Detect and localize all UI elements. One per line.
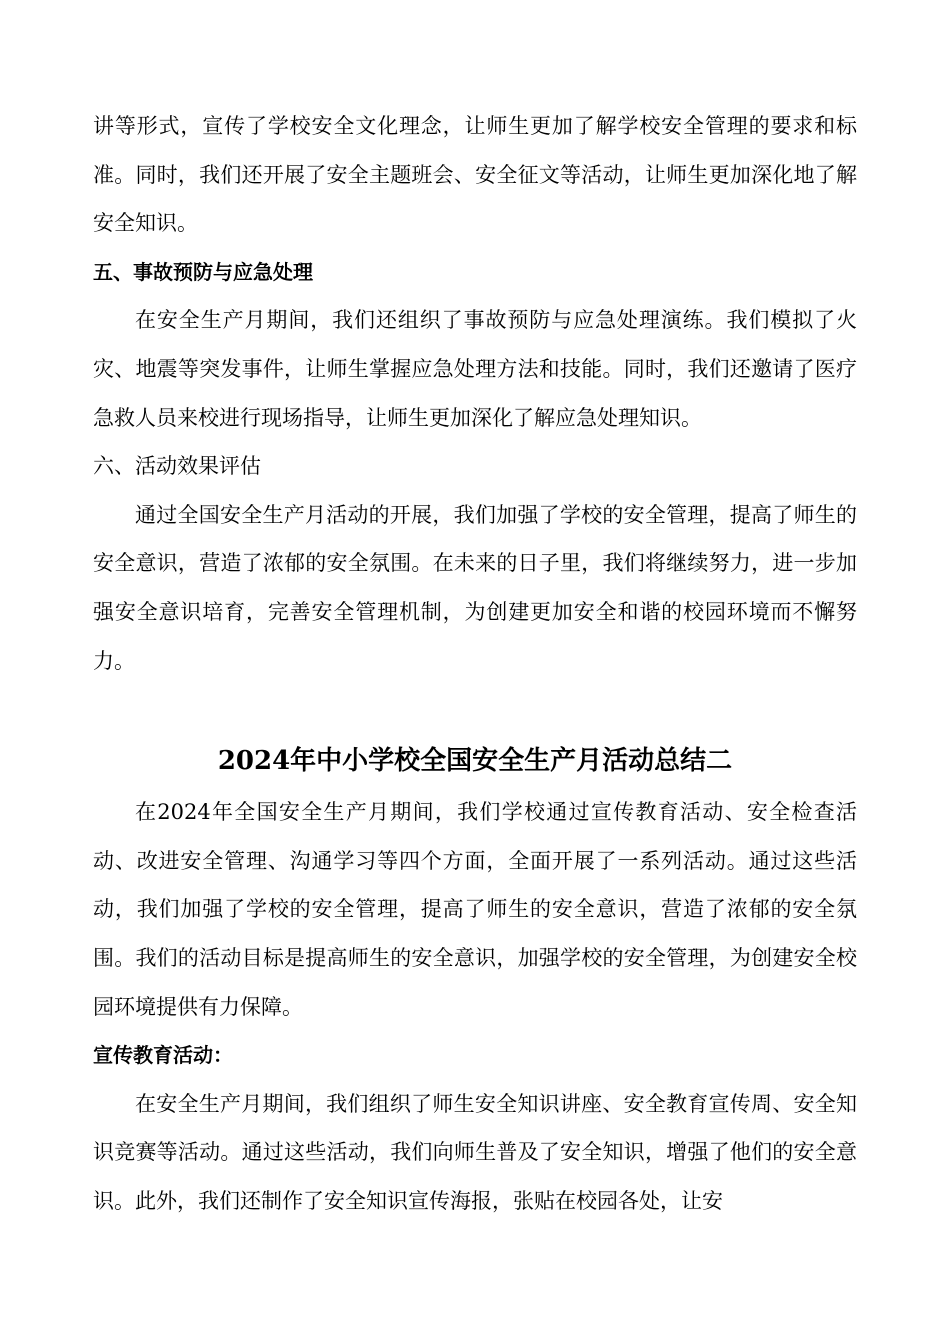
section-heading-accident-prevention: 五、事故预防与应急处理 (93, 259, 313, 284)
document-page (93, 102, 857, 1225)
section-heading-effect-evaluation: 六、活动效果评估 (93, 454, 261, 479)
intro-paragraph-2: 在2024年全国安全生产月期间，我们学校通过宣传教育活动、安全检查活动、改进安全管理、沟通学习等四个方面，全面开展了一系列活动。通过这些活动，我们加强了学校的安全管理，提高了师生的安全意识，营造了浓郁的安全氛围。我们的活动目标是提高师生的安全意识，加强学校的安全管理，为创建安全校园环境提供有力保障。 (93, 800, 857, 1019)
continued-paragraph: 讲等形式，宣传了学校安全文化理念，让师生更加了解学校安全管理的要求和标准。同时，我们还开展了安全主题班会、安全征文等活动，让师生更加深化地了解安全知识。 (93, 114, 857, 236)
section-body-accident-prevention: 在安全生产月期间，我们还组织了事故预防与应急处理演练。我们模拟了火灾、地震等突发事件，让师生掌握应急处理方法和技能。同时，我们还邀请了医疗急救人员来校进行现场指导，让师生更加深化了解应急处理知识。 (93, 308, 857, 430)
section-body-publicity: 在安全生产月期间，我们组织了师生安全知识讲座、安全教育宣传周、安全知识竞赛等活动。通过这些活动，我们向师生普及了安全知识，增强了他们的安全意识。此外，我们还制作了安全知识宣传海报，张贴在校园各处，让安 (93, 1091, 857, 1213)
section-body-effect-evaluation: 通过全国安全生产月活动的开展，我们加强了学校的安全管理，提高了师生的安全意识，营造了浓郁的安全氛围。在未来的日子里，我们将继续努力，进一步加强安全意识培育，完善安全管理机制，为创建更加安全和谐的校园环境而不懈努力。 (93, 502, 857, 673)
section-heading-publicity: 宣传教育活动： (93, 1043, 233, 1068)
document-title-2: 2024年中小学校全国安全生产月活动总结二 (217, 746, 733, 777)
